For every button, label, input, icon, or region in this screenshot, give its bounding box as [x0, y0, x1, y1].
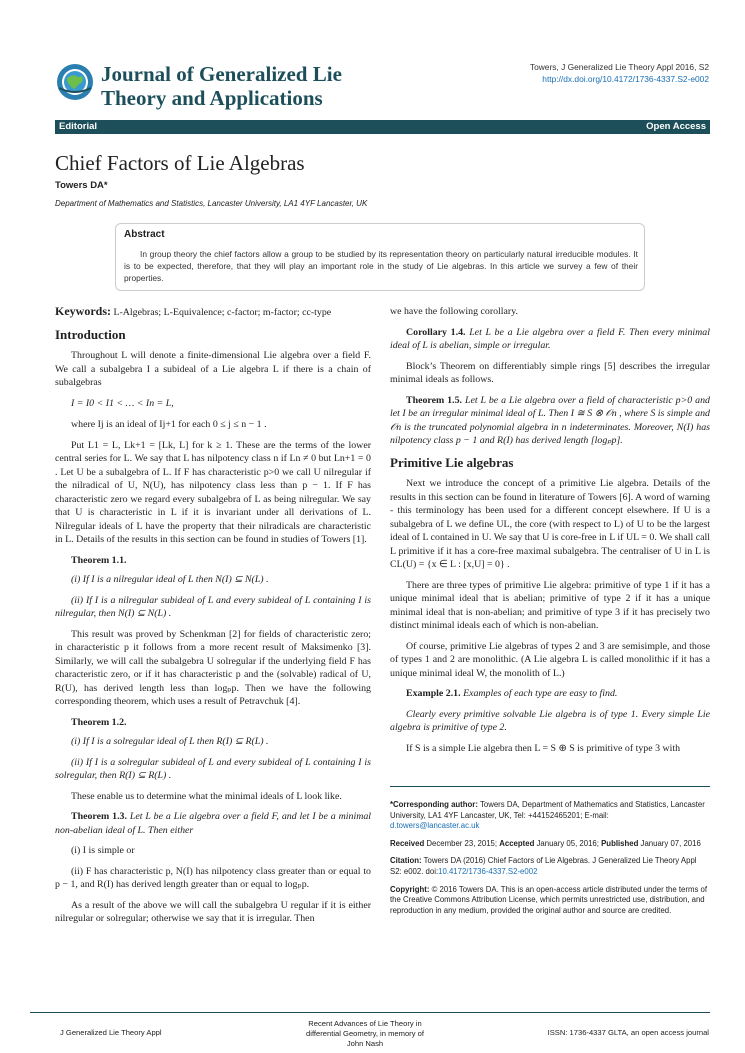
copyright	[390, 885, 710, 917]
right-paragraph-1: Block’s Theorem on differentiably simple rings [5] describes the irregular minimal ideals as follows.	[390, 360, 710, 385]
footnote-divider	[390, 786, 710, 787]
right-paragraph-5: Clearly every primitive solvable Lie algebra is of type 1. Every simple Lie algebra is primitive of type 2.	[390, 708, 710, 733]
journal-title-line1: Journal of Generalized Lie	[101, 62, 342, 86]
subideal-chain-equation: I = I0 < I1 < … < In = L,	[71, 397, 174, 409]
published-date: January 07, 2016	[638, 838, 701, 848]
abstract-heading: Abstract	[124, 229, 165, 240]
theorem-1-5-text: Let L be a Lie algebra over a field of characteristic p>0 and let I be an irregular minimal ideal of L. Then I ≅ S ⊗ 𝒪n , where S is simple and 𝒪n is the truncated polynomial algebra in n indeterminates. Moreover, N(I) has nilpotency class p − 1 and R(I) has derived length [logₚp].	[390, 394, 710, 446]
footer-issue-line3: John Nash	[346, 1039, 384, 1048]
journal-logo-icon	[55, 62, 95, 102]
corresponding-author-text: Towers DA, Department of Mathematics and Statistics, Lancaster University, LA1 4YF Lancaster, UK, Tel: +44152465201; E-mail:	[390, 800, 705, 820]
footer-issn: ISSN: 1736-4337 GLTA, an open access journal	[547, 1028, 709, 1037]
intro-paragraph-6: As a result of the above we will call the subalgebra U regular if it is either nilregular or solregular; otherwise we say that it is irregular. Then	[55, 899, 371, 924]
theorem-1-5	[390, 394, 710, 448]
keywords-text: L-Algebras; L-Equivalence; c-factor; m-factor; cc-type	[111, 307, 332, 318]
right-paragraph-4: Of course, primitive Lie algebras of types 2 and 3 are semisimple, and those of types 1 and 2 are monolithic. (A Lie algebra L is called monolithic if it has a unique minimal ideal W, the monolith of L.)	[390, 640, 710, 679]
header-citation	[530, 61, 709, 85]
corollary-1-4	[390, 326, 710, 353]
example-2-1-text: Examples of each type are easy to find.	[460, 688, 618, 699]
right-paragraph-2: Next we introduce the concept of a primitive Lie algebra. Details of the results in this section can be found in literature of Towers [6]. A word of warning - this terminology has been used for a different concept elsewhere. If U is a subalgebra of L we define UL, the core (with respect to L) of U to be the largest ideal of L contained in U. We say that U is core-free in L if UL = 0. We shall call L primitive if it has a core-free maximal subalgebra. The centraliser of U in L is CL(U) = {x ∈ L : [x,U] = 0} .	[390, 478, 710, 570]
corollary-1-4-heading: Corollary 1.4.	[406, 326, 466, 338]
citation-doi-link[interactable]: 10.4172/1736-4337.S2-e002	[438, 866, 538, 876]
theorem-1-2-heading: Theorem 1.2.	[71, 716, 127, 728]
keywords	[55, 305, 371, 320]
article-dates	[390, 839, 710, 850]
theorem-1-1-part-i: (i) If I is a nilregular ideal of L then N(I) ⊆ N(L) .	[71, 574, 269, 585]
right-paragraph-3: There are three types of primitive Lie algebra: primitive of type 1 if it has a unique minimal ideal that is abelian; primitive of type 2 if it has a unique minimal ideal that is non-abelian; and primitive of type 3 if it has precisely two distinct minimal ideals each of which is non-abelian.	[390, 579, 710, 631]
theorem-1-5-heading: Theorem 1.5.	[406, 394, 462, 406]
open-access-label: Open Access	[646, 121, 706, 132]
citation-text: Towers DA (2016) Chief Factors of Lie Algebras. J Generalized Lie Theory Appl S2: e002. doi:	[390, 856, 697, 876]
footer-special-issue	[290, 1019, 440, 1049]
paper-title: Chief Factors of Lie Algebras	[55, 151, 305, 175]
theorem-1-3-part-ii: (ii) F has characteristic p, N(I) has nilpotency class greater than or equal to p − 1, and R(I) has derived length greater than or equal to logₚp.	[55, 865, 371, 890]
article-type-label: Editorial	[59, 121, 98, 132]
left-column	[55, 305, 371, 933]
article-type-bar	[55, 120, 710, 134]
intro-paragraph-1: Throughout L will denote a finite-dimensional Lie algebra over a field F. We call a subalgebra I a subideal of a Lie algebra L if there is a chain of subalgebras	[55, 350, 371, 388]
corresponding-author	[390, 800, 710, 832]
theorem-1-3-text: Let L be a Lie algebra over a field F, and let I be a minimal non-abelian ideal of L. Then either	[55, 811, 372, 836]
copyright-text: © 2016 Towers DA. This is an open-access article distributed under the terms of the Creative Commons Attribution License, which permits unrestricted use, distribution, and reproduction in any medium, provided the original author and source are credited.	[390, 884, 708, 915]
keywords-label: Keywords:	[55, 304, 111, 318]
header-doi-link[interactable]: http://dx.doi.org/10.4172/1736-4337.S2-e002	[542, 74, 709, 84]
right-paragraph-6: If S is a simple Lie algebra then L = S ⊕ S is primitive of type 3 with	[406, 742, 681, 754]
author-email-link[interactable]: d.towers@lancaster.ac.uk	[390, 821, 480, 831]
header-cite-line: Towers, J Generalized Lie Theory Appl 2016, S2	[529, 62, 709, 72]
theorem-1-1-heading: Theorem 1.1.	[71, 554, 127, 566]
intro-paragraph-4: This result was proved by Schenkman [2] for fields of characteristic zero; in characteristic p it follows from a more recent result of Maksimenko [3]. Similarly, we will call the subalgebra U solregular if the underlying field F has characteristic zero, or if it has characteristic p and the (solvable) radical of U, R(U), has derived length less than logₚp. Then we have the following corresponding theorem, which uses a result of Petravchuk [4].	[55, 628, 371, 707]
theorem-1-3	[55, 810, 371, 837]
example-2-1-heading: Example 2.1.	[406, 688, 461, 699]
intro-paragraph-3: Put L1 = L, Lk+1 = [Lk, L] for k ≥ 1. These are the terms of the lower central series for L. We say that L has nilpotency class n if Ln ≠ 0 but Ln+1 = 0 . Let U be a subalgebra of L. If F has characteristic p>0 we call U nilregular if the nilradical of U, N(U), has nilpotency class less than p − 1. If F has characteristic zero we regard every subalgebra of L as being nilregular. We say that U is characteristic in L if it is invariant under all derivations of L. Nilregular ideals of L have the property that their nilradicals are characteristic in L. Details of the results in this section can be found in studies of Towers [1].	[55, 439, 371, 545]
section-heading-primitive: Primitive Lie algebras	[390, 454, 514, 470]
abstract-text: In group theory the chief factors allow a group to be studied by its representation theory on particularly natural irreducible modules. It is to be expected, therefore, that they will play an important role in the study of Lie algebras. In this article we survey a few of their properties.	[124, 249, 638, 283]
theorem-1-2-part-ii: (ii) If I is a solregular subideal of L and every subideal of L containing I is solregular, then R(I) ⊆ R(L) .	[55, 756, 371, 781]
author-affiliation: Department of Mathematics and Statistics, Lancaster University, LA1 4YF Lancaster, UK	[55, 199, 368, 208]
paper-authors: Towers DA*	[55, 180, 108, 191]
section-heading-introduction: Introduction	[55, 326, 126, 342]
accepted-label: Accepted	[499, 838, 535, 848]
corollary-1-4-text: Let L be a Lie algebra over a field F. Then every minimal ideal of L is abelian, simple or irregular.	[390, 326, 710, 351]
right-paragraph-0: we have the following corollary.	[390, 306, 518, 317]
copyright-label: Copyright:	[390, 884, 430, 894]
example-2-1	[390, 687, 710, 701]
intro-paragraph-2: where Ij is an ideal of Ij+1 for each 0 ≤ j ≤ n − 1 .	[71, 419, 267, 430]
right-column	[390, 305, 710, 762]
theorem-1-2-part-i: (i) If I is a solregular ideal of L then R(I) ⊆ R(L) .	[71, 736, 269, 747]
received-label: Received	[390, 838, 425, 848]
footnote-block	[390, 800, 710, 923]
footer-journal: J Generalized Lie Theory Appl	[60, 1028, 162, 1037]
accepted-date: January 05, 2016;	[534, 838, 602, 848]
footer-divider	[30, 1012, 710, 1013]
footer-issue-line2: differential Geometry, in memory of	[306, 1029, 424, 1038]
theorem-1-1-part-ii: (ii) If I is a nilregular subideal of L and every subideal of L containing I is nilregular, then N(I) ⊆ N(L) .	[55, 594, 371, 619]
footer-issue-line1: Recent Advances of Lie Theory in	[308, 1019, 422, 1028]
intro-paragraph-5: These enable us to determine what the minimal ideals of L look like.	[71, 790, 342, 802]
journal-title-line2: Theory and Applications	[101, 86, 323, 110]
received-date: December 23, 2015;	[424, 838, 500, 848]
corresponding-author-label: *Corresponding author:	[390, 800, 478, 809]
citation-label: Citation:	[390, 856, 422, 866]
journal-title	[101, 62, 401, 110]
theorem-1-3-heading: Theorem 1.3.	[71, 811, 127, 822]
published-label: Published	[601, 838, 639, 848]
theorem-1-3-part-i: (i) I is simple or	[71, 845, 135, 856]
citation	[390, 856, 710, 877]
